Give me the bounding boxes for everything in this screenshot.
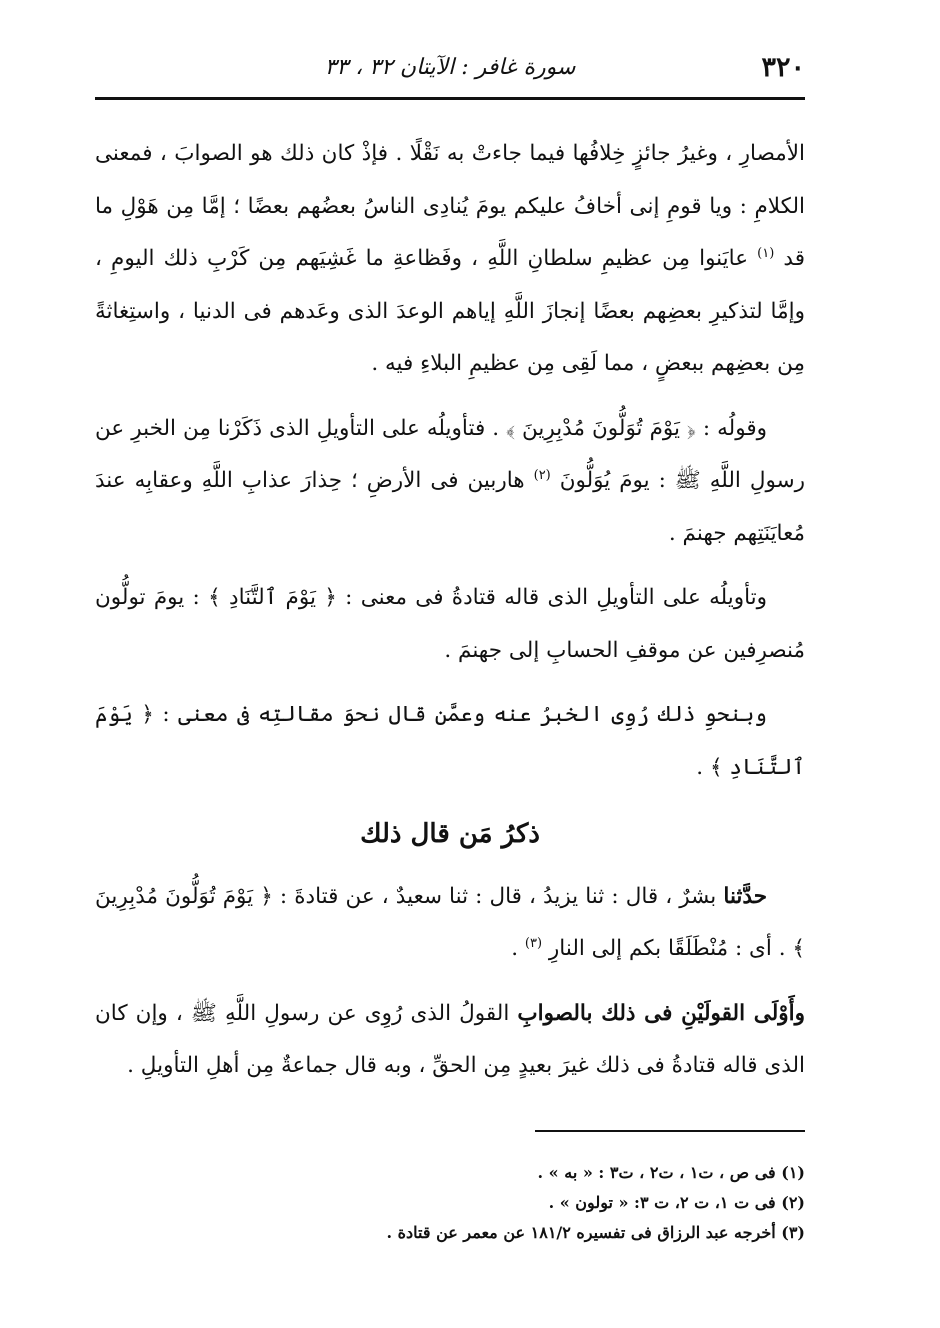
quran-verse: ﴿ يَوْمَ تُوَلُّونَ مُدْبِرِينَ ﴾ [506, 415, 696, 441]
footnote-ref-3: (٣) [524, 935, 543, 951]
paragraph-3-text-b: : يومَ تولُّون مُنصرِفين عن موقفِ الحسابِ إلى جهنمَ . [95, 585, 805, 663]
footnote-ref-1: (١) [757, 245, 775, 261]
paragraph-1-text-rest: عايَنوا مِن عظيمِ سلطانِ اللَّهِ ، وفَظاعةِ ما غَشِيَهم مِن كَرْبِ ذلك اليومِ ، وإمَّا لتذكيرِ بعضِهم بعضًا إنجازَ اللَّهِ إياهم الوعدَ الذى وعَدهم فى الدنيا ، واستِغاثةً مِن بعضِهم ببعضٍ ، مما لَقِى مِن عظيمِ البلاءِ فيه . [95, 246, 805, 376]
hadith-lead-word: حدَّثنا [723, 883, 767, 909]
paragraph-5-text-b: . أى : مُنْطَلَقًا بكم إلى النارِ [548, 936, 786, 961]
conclusion-lead: وأَوْلَى القولَيْنِ فى ذلك بالصوابِ [517, 1000, 805, 1026]
paragraph-2-text-b: . فتأويلُه على التأويلِ الذى ذَكَرْنا مِن الخبرِ عن رسولِ اللَّهِ ﷺ : يومَ يُوَلُّونَ [95, 415, 805, 493]
footnotes [95, 1158, 805, 1248]
quran-verse: ﴿ يَوْمَ ٱلتَّنَادِ ﴾ [95, 702, 805, 780]
paragraph-5 [95, 871, 805, 976]
paragraph-1-text: الأمصارِ ، وغيرُ جائزٍ خِلافُها فيما جاءتْ به نَقْلًا . فإذْ كان ذلك هو الصوابَ ، فمعنى الكلامِ : ويا قومِ إنى أخافُ عليكم يومَ يُنادِى الناسُ بعضُهم بعضًا ؛ إمَّا مِن هَوْلِ ما قد [95, 141, 805, 271]
paragraph-6 [95, 988, 805, 1093]
footnote-ref-2: (٢) [533, 467, 551, 483]
section-heading: ذكرُ مَن قال ذلك [360, 819, 540, 849]
paragraph-6-text: القولُ الذى رُوِى عن رسولِ اللَّهِ ﷺ ، وإن كان الذى قاله قتادةُ فى ذلك غيرَ بعيدٍ مِن الحقِّ ، وبه قال جماعةٌ مِن أهلِ التأويلِ . [95, 1000, 805, 1078]
paragraph-3 [95, 572, 805, 677]
paragraph-5-text-c: . [511, 936, 519, 961]
quran-verse: ﴿ يَوْمَ تُوَلُّونَ مُدْبِرِينَ ﴾ [95, 883, 805, 961]
footnote-3: (٣) أخرجه عبد الرزاق فى تفسيره ١٨١/٢ عن معمر عن قتادة . [386, 1223, 805, 1242]
paragraph-4 [95, 689, 805, 794]
paragraph-5-text-a: بشرٌ ، قال : ثنا يزيدُ ، قال : ثنا سعيدٌ ، عن قتادةَ : [279, 883, 717, 909]
footnote-2: (٢) فى ت ١، ت ٢، ت ٣: « تولون » . [548, 1193, 805, 1212]
paragraph-2 [95, 403, 805, 561]
footnote-rule [535, 1130, 805, 1132]
page-number: ٣٢٠ [761, 52, 805, 83]
paragraph-2-text-c: هاربين فى الأرضِ ؛ حِذارَ عذابِ اللَّهِ وعقابِه عندَ مُعايَنَتِهم جهنمَ . [95, 468, 805, 546]
running-head: سورة غافر : الآيتان ٣٢ ، ٣٣ [324, 55, 576, 80]
paragraph-1 [95, 128, 805, 391]
paragraph-4-text-b: . [696, 754, 704, 780]
main-text [95, 128, 805, 1093]
footnote-1: (١) فى ص ، ت١ ، ت٢ ، ت٣ : « به » . [537, 1163, 805, 1182]
page-header [95, 52, 805, 92]
paragraph-4-text-a: وبنحوِ ذلك رُوِى الخبرُ عنه وعمَّن قال نحوَ مقالتِه فى معنى : [162, 702, 767, 727]
paragraph-2-text-a: وقولُه : [702, 415, 767, 441]
paragraph-3-text-a: وتأويلُه على التأويلِ الذى قاله قتادةُ فى معنى : [345, 585, 768, 610]
quran-verse: ﴿ يَوْمَ ٱلتَّنَادِ ﴾ [208, 585, 337, 610]
header-rule [95, 97, 805, 100]
